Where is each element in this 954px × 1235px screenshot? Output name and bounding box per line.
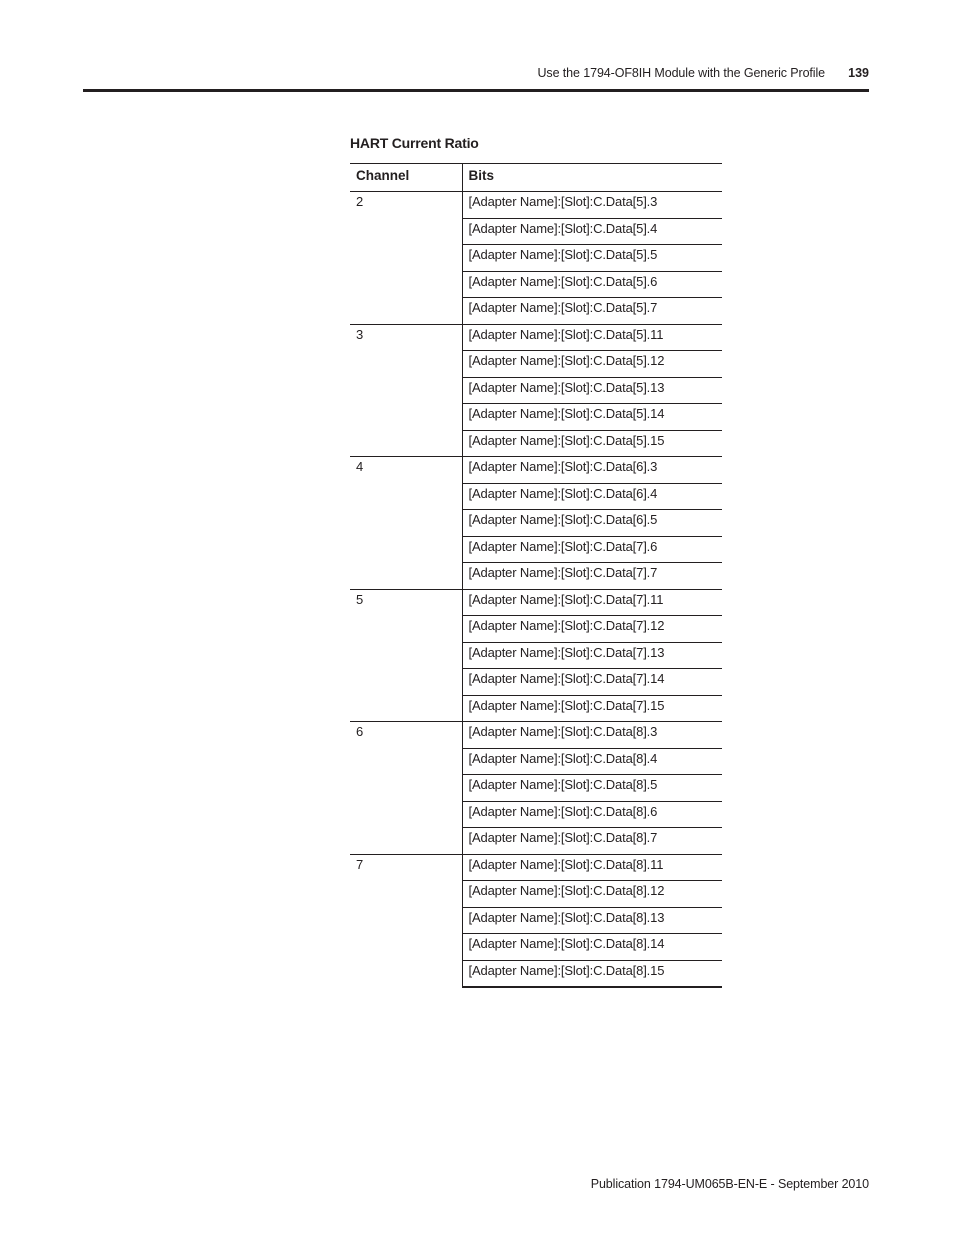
bits-cell: [Adapter Name]:[Slot]:C.Data[7].12 [462, 616, 722, 643]
bits-cell: [Adapter Name]:[Slot]:C.Data[7].14 [462, 669, 722, 696]
table-row [350, 589, 722, 616]
bits-cell: [Adapter Name]:[Slot]:C.Data[8].4 [462, 748, 722, 775]
channel-cell: 7 [350, 854, 462, 987]
page-number: 139 [848, 66, 869, 80]
bits-cell: [Adapter Name]:[Slot]:C.Data[7].13 [462, 642, 722, 669]
bits-cell: [Adapter Name]:[Slot]:C.Data[6].5 [462, 510, 722, 537]
hart-current-ratio-table [350, 163, 722, 988]
bits-cell: [Adapter Name]:[Slot]:C.Data[5].14 [462, 404, 722, 431]
header-rule [83, 89, 869, 92]
table-row [350, 854, 722, 881]
channel-cell: 4 [350, 457, 462, 590]
bits-cell: [Adapter Name]:[Slot]:C.Data[8].13 [462, 907, 722, 934]
bits-cell: [Adapter Name]:[Slot]:C.Data[6].4 [462, 483, 722, 510]
bits-cell: [Adapter Name]:[Slot]:C.Data[7].7 [462, 563, 722, 590]
bits-cell: [Adapter Name]:[Slot]:C.Data[5].5 [462, 245, 722, 272]
bits-cell: [Adapter Name]:[Slot]:C.Data[7].6 [462, 536, 722, 563]
column-header-channel: Channel [350, 164, 462, 192]
bits-cell: [Adapter Name]:[Slot]:C.Data[8].12 [462, 881, 722, 908]
bits-cell: [Adapter Name]:[Slot]:C.Data[7].15 [462, 695, 722, 722]
bits-cell: [Adapter Name]:[Slot]:C.Data[5].11 [462, 324, 722, 351]
bits-cell: [Adapter Name]:[Slot]:C.Data[5].7 [462, 298, 722, 325]
bits-cell: [Adapter Name]:[Slot]:C.Data[8].7 [462, 828, 722, 855]
channel-cell: 5 [350, 589, 462, 722]
bits-cell: [Adapter Name]:[Slot]:C.Data[5].13 [462, 377, 722, 404]
column-header-bits: Bits [462, 164, 722, 192]
table-header-row [350, 164, 722, 192]
bits-cell: [Adapter Name]:[Slot]:C.Data[6].3 [462, 457, 722, 484]
table-title: HART Current Ratio [350, 135, 479, 151]
bits-cell: [Adapter Name]:[Slot]:C.Data[8].14 [462, 934, 722, 961]
bits-cell: [Adapter Name]:[Slot]:C.Data[8].6 [462, 801, 722, 828]
bits-cell: [Adapter Name]:[Slot]:C.Data[5].3 [462, 192, 722, 219]
bits-cell: [Adapter Name]:[Slot]:C.Data[7].11 [462, 589, 722, 616]
bits-cell: [Adapter Name]:[Slot]:C.Data[8].3 [462, 722, 722, 749]
bits-cell: [Adapter Name]:[Slot]:C.Data[8].15 [462, 960, 722, 987]
bits-cell: [Adapter Name]:[Slot]:C.Data[5].4 [462, 218, 722, 245]
table-row [350, 457, 722, 484]
table-body [350, 192, 722, 987]
channel-cell: 6 [350, 722, 462, 855]
channel-cell: 2 [350, 192, 462, 325]
table-row [350, 722, 722, 749]
publication-footer: Publication 1794-UM065B-EN-E - September 2010 [590, 1177, 869, 1191]
table-row [350, 324, 722, 351]
running-header: Use the 1794-OF8IH Module with the Generic Profile [537, 66, 825, 80]
bits-cell: [Adapter Name]:[Slot]:C.Data[5].12 [462, 351, 722, 378]
table-row [350, 192, 722, 219]
bits-cell: [Adapter Name]:[Slot]:C.Data[5].15 [462, 430, 722, 457]
bits-cell: [Adapter Name]:[Slot]:C.Data[8].11 [462, 854, 722, 881]
channel-cell: 3 [350, 324, 462, 457]
bits-cell: [Adapter Name]:[Slot]:C.Data[8].5 [462, 775, 722, 802]
bits-cell: [Adapter Name]:[Slot]:C.Data[5].6 [462, 271, 722, 298]
